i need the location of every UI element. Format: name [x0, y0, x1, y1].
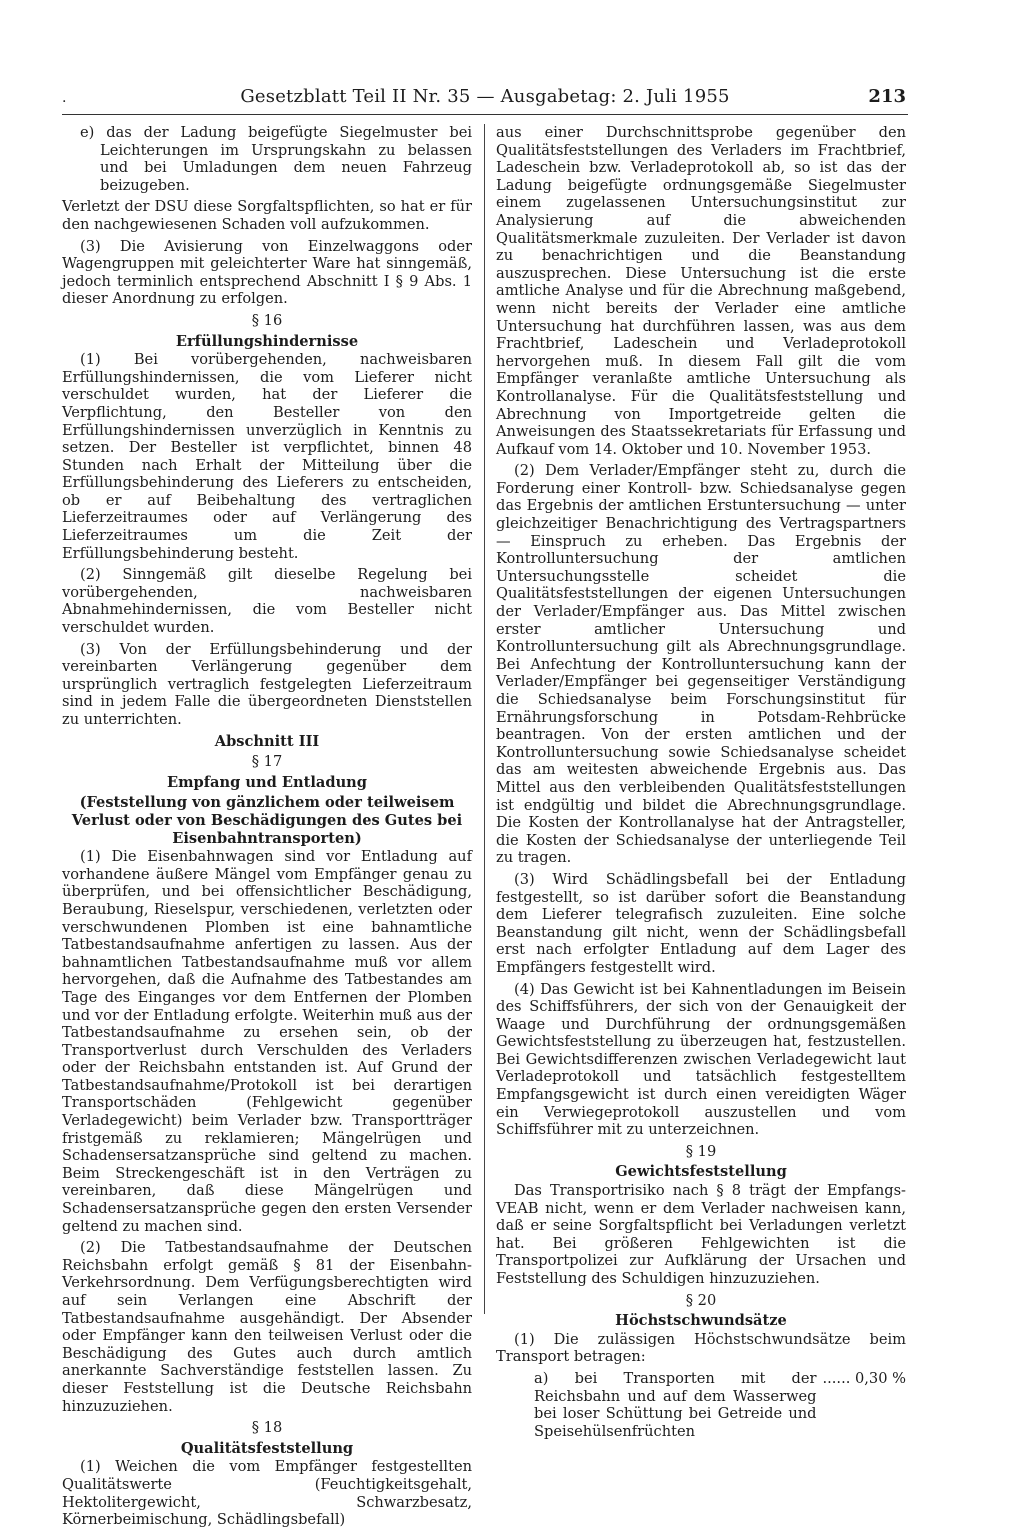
paragraph: (1) Die zulässigen Höchstschwundsätze beim Transport betragen:: [496, 1330, 906, 1366]
paragraph: (4) Das Gewicht ist bei Kahnentladungen im Beisein des Schiffsführers, der sich von der Genauigkeit der Waage und Durchführung der ordnungsgemäßen Gewichtsfeststellung zu überzeugen hat, festzustellen. Bei Gewichtsdifferenzen zwischen Verladegewicht laut Verladeprotokoll und tatsächlich festgestelltem Empfangsgewicht ist durch einen vereidigten Wäger ein Verwiegeprotokoll auszustellen und vom Schiffsführer mit zu unterzeichnen.: [496, 980, 906, 1139]
paragraph: Das Transportrisiko nach § 8 trägt der Empfangs-VEAB nicht, wenn er dem Verlader nachweisen kann, daß er seine Sorgfaltspflicht bei Verladungen verletzt hat. Bei größeren Fehlgewichten ist die Transportpolizei zur Aufklärung der Ursachen und Feststellung des Schuldigen hinzuzuziehen.: [496, 1182, 906, 1287]
section-subtitle: (Feststellung von gänzlichem oder teilweisem Verlust oder von Beschädigungen des Gutes bei Eisenbahntransporten): [71, 794, 463, 847]
paragraph: e) das der Ladung beigefügte Siegelmuster bei Leichterungen im Ursprungskahn zu belassen und bei Umladungen dem neuen Fahrzeug beizugeben.: [80, 124, 472, 194]
left-column: [62, 124, 472, 1533]
page-number: 213: [868, 86, 906, 107]
section-number: § 19: [685, 1142, 717, 1160]
paragraph: (1) Bei vorübergehenden, nachweisbaren Erfüllungshindernissen, die vom Lieferer nicht verschuldet wurden, hat der Lieferer die Verpflichtung, den Besteller von den Erfüllungshindernissen unverzüglich in Kenntnis zu setzen. Der Besteller ist verpflichtet, binnen 48 Stunden nach Erhalt der Mitteilung über die Erfüllungsbehinderung des Lieferers zu entscheiden, ob er auf Beibehaltung des vertraglichen Lieferzeitraumes oder auf Verlängerung des Lieferzeitraumes um die Zeit der Erfüllungsbehinderung besteht.: [62, 351, 472, 562]
rate-item-dots: ......: [822, 1369, 851, 1387]
rate-item: [496, 1370, 906, 1440]
column-divider: [484, 124, 485, 1314]
rate-item-value-wrap: [823, 1370, 906, 1440]
paragraph: (2) Die Tatbestandsaufnahme der Deutschen Reichsbahn erfolgt gemäß § 81 der Eisenbahn-Verkehrsordnung. Dem Verfügungsberechtigten wird auf sein Verlangen eine Abschrift der Tatbestandsaufnahme ausgehändigt. Der Absender oder Empfänger kann den teilweisen Verlust oder die Beschädigung des Gutes auch durch amtlich anerkannte Sachverständige feststellen lassen. Zu dieser Feststellung ist die Deutsche Reichsbahn hinzuzuziehen.: [62, 1239, 472, 1415]
paragraph: aus einer Durchschnittsprobe gegenüber den Qualitätsfeststellungen des Verladers im Frachtbrief, Ladeschein bzw. Verladeprotokoll ab, so ist das der Ladung beigefügte ordnungsgemäße Siegelmuster einem zugelassenen Untersuchungsinstitut zur Analysierung auf die abweichenden Qualitätsmerkmale zuzuleiten. Der Verlader ist davon zu benachrichtigen und die Beanstandung auszusprechen. Diese Untersuchung ist die erste amtliche Analyse und für die Abrechnung maßgebend, wenn nicht bereits der Verlader eine amtliche Untersuchung hat durchführen lassen, was aus dem Frachtbrief, Ladeschein und Verladeprotokoll hervorgehen muß. In diesem Fall gilt die vom Empfänger veranlaßte amtliche Untersuchung als Kontrollanalyse. Für die Qualitätsfeststellung und Abrechnung von Importgetreide gelten die Anweisungen des Staatssekretariats für Erfassung und Aufkauf vom 14. Oktober und 10. November 1953.: [496, 124, 906, 458]
header-title: Gesetzblatt Teil II Nr. 35 — Ausgabetag: 2. Juli 1955: [240, 86, 730, 107]
section-number: § 18: [251, 1419, 283, 1437]
section-title: Empfang und Entladung: [166, 773, 367, 791]
paragraph: (2) Dem Verlader/Empfänger steht zu, durch die Forderung einer Kontroll- bzw. Schiedsanalyse gegen das Ergebnis der amtlichen Erstuntersuchung — unter gleichzeitiger Benachrichtigung des Vertragspartners — Einspruch zu erheben. Das Ergebnis der Kontrolluntersuchung der amtlichen Untersuchungsstelle scheidet die Qualitätsfeststellungen der eigenen Untersuchungen der Verlader/Empfänger aus. Das Mittel zwischen erster amtlicher Untersuchung und Kontrolluntersuchung gilt als Abrechnungsgrundlage. Bei Anfechtung der Kontrolluntersuchung kann der Verlader/Empfänger bei gegenseitiger Verständigung die Schiedsanalyse beim Forschungsinstitut für Ernährungsforschung in Potsdam-Rehbrücke beantragen. Von der ersten amtlichen und der Kontrolluntersuchung sowie Schiedsanalyse scheidet das am weitesten abweichende Ergebnis aus. Das Mittel aus den verbleibenden Qualitätsfeststellungen ist endgültig und bildet die Abrechnungsgrundlage. Die Kosten der Kontrollanalyse hat der Antragsteller, die Kosten der Schiedsanalyse der unterliegende Teil zu tragen.: [496, 462, 906, 867]
section-title: Gewichtsfeststellung: [615, 1163, 787, 1181]
section-title: Qualitätsfeststellung: [180, 1439, 354, 1457]
section-number: § 16: [251, 311, 283, 329]
paragraph: Verletzt der DSU diese Sorgfaltspflichten, so hat er für den nachgewiesenen Schaden voll aufzukommen.: [62, 198, 472, 233]
part-heading: Abschnitt III: [214, 732, 320, 750]
right-column: [496, 124, 906, 1440]
header-mark: .: [62, 90, 67, 106]
paragraph: (3) Wird Schädlingsbefall bei der Entladung festgestellt, so ist darüber sofort die Beanstandung dem Lieferer telegrafisch zuzuleiten. Eine solche Beanstandung gilt nicht, wenn der Schädlingsbefall erst nach erfolgter Entladung auf dem Lager des Empfängers festgestellt wird.: [496, 870, 906, 976]
page-header: [62, 86, 908, 115]
rate-item-text: a) bei Transporten mit der Reichsbahn und auf dem Wasserweg bei loser Schüttung bei Getreide und Speisehülsenfrüchten: [534, 1369, 817, 1440]
rate-item-value: 0,30 %: [855, 1369, 906, 1387]
paragraph: (1) Weichen die vom Empfänger festgestellten Qualitätswerte (Feuchtigkeitsgehalt, Hektolitergewicht, Schwarzbesatz, Körnerbeimischung, Schädlingsbefall): [62, 1458, 472, 1529]
paragraph: (1) Die Eisenbahnwagen sind vor Entladung auf vorhandene äußere Mängel vom Empfänger genau zu überprüfen, und bei offensichtlicher Beschädigung, Beraubung, Rieselspur, verschiedenen, verletzten oder verschwundenen Plomben ist eine bahnamtliche Tatbestandsaufnahme anfertigen zu lassen. Aus der bahnamtlichen Tatbestandsaufnahme muß vor allem hervorgehen, daß die Aufnahme des Tatbestandes am Tage des Einganges vor dem Entfernen der Plomben und vor der Entladung erfolgte. Weiterhin muß aus der Tatbestandsaufnahme zu ersehen sein, ob der Transportverlust durch Verschulden des Verladers oder der Reichsbahn entstanden ist. Auf Grund der Tatbestandsaufnahme/Protokoll ist bei derartigen Transportschäden (Fehlgewicht gegenüber Verladegewicht) beim Verlader bzw. Transportträger fristgemäß zu reklamieren; Mängelrügen und Schadensersatzansprüche sind geltend zu machen. Beim Streckengeschäft ist in den Verträgen zu vereinbaren, daß diese Mängelrügen und Schadensersatzansprüche gegen den ersten Versender geltend zu machen sind.: [62, 848, 472, 1235]
paragraph: (3) Die Avisierung von Einzelwaggons oder Wagengruppen mit geleichterter Ware hat sinngemäß, jedoch terminlich entsprechend Abschnitt I § 9 Abs. 1 dieser Anordnung zu erfolgen.: [62, 237, 472, 308]
section-number: § 20: [685, 1291, 717, 1309]
section-title: Erfüllungshindernisse: [175, 332, 359, 350]
paragraph: (2) Sinngemäß gilt dieselbe Regelung bei vorübergehenden, nachweisbaren Abnahmehindernissen, die vom Besteller nicht verschuldet wurden.: [62, 566, 472, 637]
paragraph: (3) Von der Erfüllungsbehinderung und der vereinbarten Verlängerung gegenüber dem ursprünglich vertraglich festgelegten Lieferzeitraum sind in jedem Falle die übergeordneten Dienststellen zu unterrichten.: [62, 640, 472, 728]
section-number: § 17: [251, 753, 283, 771]
section-title: Höchstschwundsätze: [615, 1312, 787, 1330]
